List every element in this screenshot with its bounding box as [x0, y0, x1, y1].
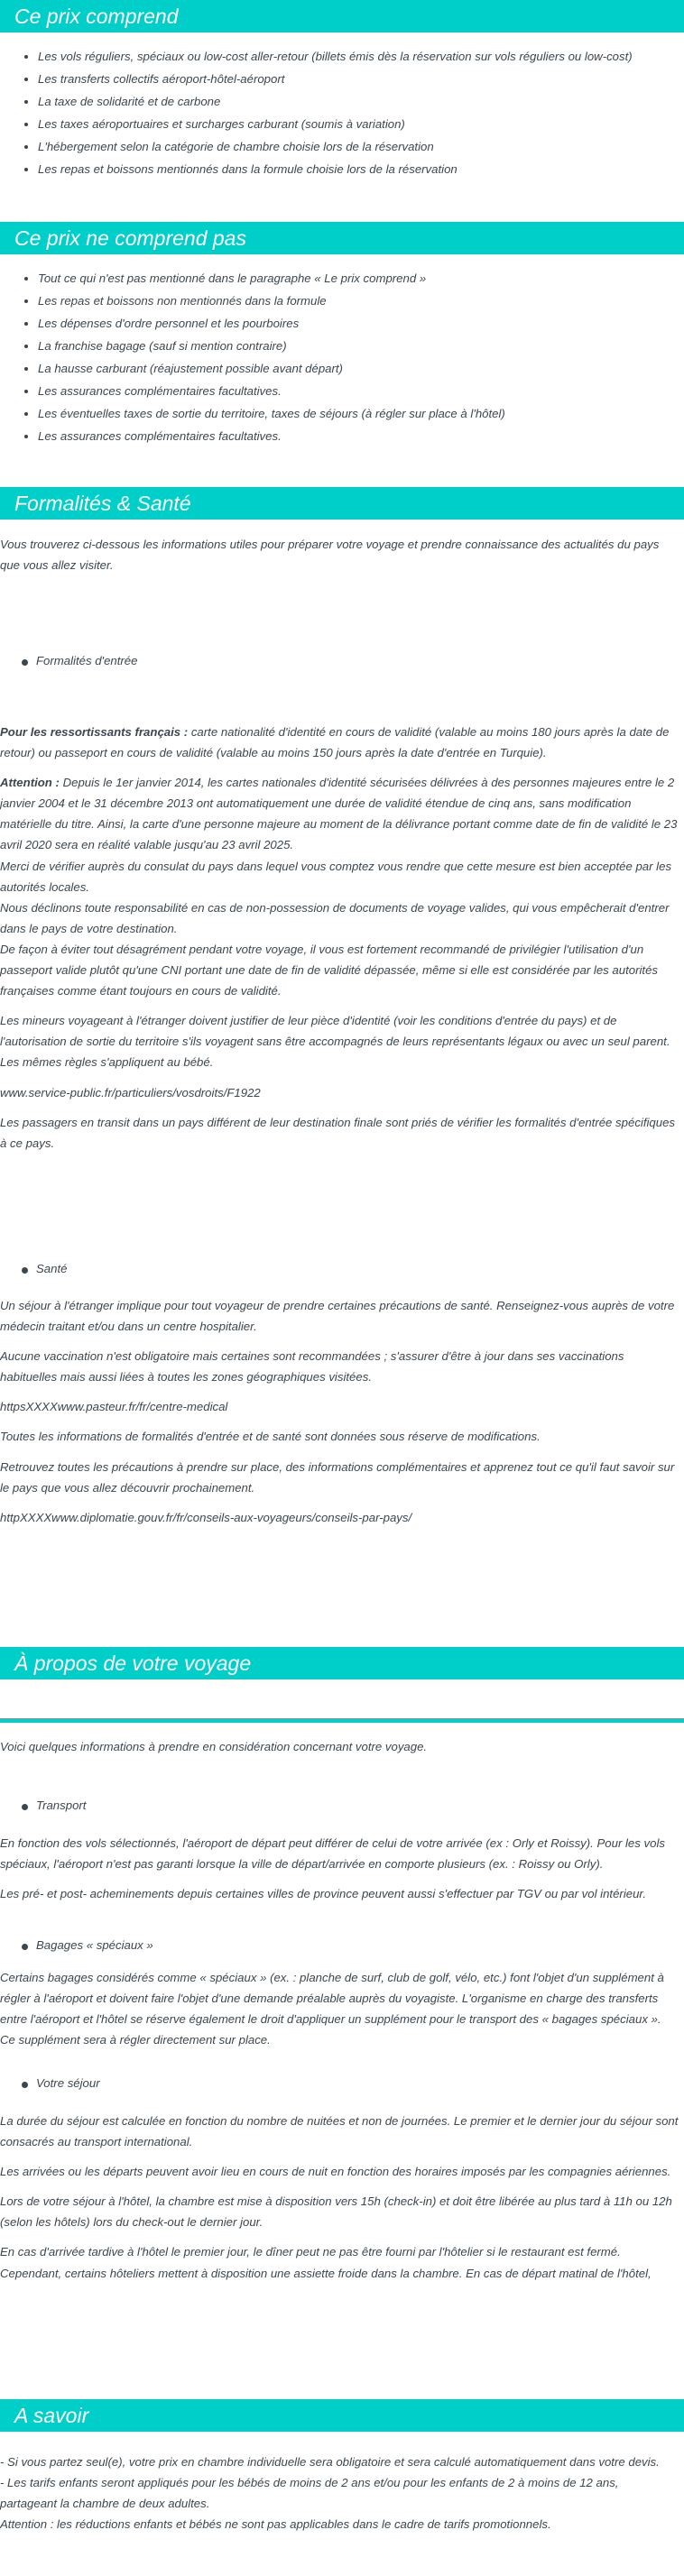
formalites-title: Formalités & Santé: [0, 487, 684, 520]
asavoir-line-3: Attention : les réductions enfants et bébés ne sont pas applicables dans le cadre de tarifs promotionnels.: [0, 2517, 551, 2532]
attention-lead: Attention :: [0, 776, 60, 790]
bagages-heading-list: [0, 1935, 684, 1955]
excludes-section: [0, 222, 684, 447]
list-item: • Les vols réguliers, spéciaux ou low-cost aller-retour (billets émis dès la réservation sur vols réguliers ou low-cost): [38, 45, 684, 68]
responsabilite-paragraph: Nous déclinons toute responsabilité en cas de non-possession de documents de voyage valides, qui vous empêcherait d'entrer dans le pays de votre destination.: [0, 900, 670, 935]
includes-title: Ce prix comprend: [0, 0, 684, 32]
list-item: • Tout ce qui n'est pas mentionné dans le paragraphe « Le prix comprend »: [38, 267, 684, 290]
excludes-list: [0, 267, 684, 447]
list-item: • Les assurances complémentaires facultatives.: [38, 425, 684, 447]
list-item: • La hausse carburant (réajustement possible avant départ): [38, 357, 684, 380]
sante-paragraph-1: Un séjour à l'étranger implique pour tout voyageur de prendre certaines précautions de santé. Renseignez-vous auprès de votre médecin traitant et/ou dans un centre hospitalier.: [0, 1299, 675, 1334]
asavoir-title: A savoir: [0, 2399, 684, 2432]
transit-paragraph: Les passagers en transit dans un pays différent de leur destination finale sont priés de vérifier les formalités d'entrée spécifiques à ce pays.: [0, 1115, 676, 1150]
bagages-label: Bagages « spéciaux »: [22, 1935, 684, 1955]
asavoir-line-2: - Les tarifs enfants seront appliqués pour les bébés de moins de 2 ans et/ou pour les enfants de 2 à moins de 12 ans, partageant la chambre de deux adultes.: [0, 2476, 619, 2511]
sejour-label: Votre séjour: [22, 2073, 684, 2093]
asavoir-body: [0, 2452, 679, 2535]
reserve-paragraph: Toutes les informations de formalités d'entrée et de santé sont données sous réserve de modifications.: [0, 1430, 541, 1444]
transport-label: Transport: [22, 1795, 684, 1816]
retrouvez-paragraph: Retrouvez toutes les précautions à prendre sur place, des informations complémentaires et apprenez tout ce qu'il faut savoir sur le pays que vous allez découvrir prochainement.: [0, 1459, 675, 1495]
ressortissants-paragraph: [0, 722, 679, 763]
sante-body: [0, 1295, 679, 1528]
list-item: • La taxe de solidarité et de carbone: [38, 90, 684, 113]
service-public-link[interactable]: www.service-public.fr/particuliers/vosdroits/F1922: [0, 1085, 261, 1099]
sejour-paragraph-1: La durée du séjour est calculée en fonction du nombre de nuitées et non de journées. Le premier et le dernier jour du séjour sont consacrés au transport international.: [0, 2114, 679, 2149]
sejour-body: [0, 2111, 679, 2284]
formalites-body: [0, 722, 679, 1154]
asavoir-line-1: - Si vous partez seul(e), votre prix en chambre individuelle sera obligatoire et sera calculé automatiquement dans votre devis.: [0, 2455, 660, 2469]
formalites-section: [0, 487, 684, 520]
transport-paragraph-1: En fonction des vols sélectionnés, l'aéroport de départ peut différer de celui de votre arrivée (ex : Orly et Roissy). Pour les vols spéciaux, l'aéroport n'est pas garanti lorsque la ville de départ/arrivée en comporte plusieurs (ex. : Roissy ou Orly).: [0, 1836, 665, 1872]
list-item: • Les assurances complémentaires facultatives.: [38, 380, 684, 402]
sejour-paragraph-2: Les arrivées ou les départs peuvent avoir lieu en cours de nuit en fonction des horaires imposés par les compagnies aériennes.: [0, 2165, 671, 2179]
pasteur-link[interactable]: httpsXXXXwww.pasteur.fr/fr/centre-medical: [0, 1400, 228, 1414]
section-divider: [0, 1718, 684, 1723]
consulat-paragraph: Merci de vérifier auprès du consulat du pays dans lequel vous comptez vous rendre que cette mesure est bien acceptée par les autorités locales.: [0, 859, 672, 894]
entree-label: Formalités d'entrée: [22, 650, 684, 671]
list-item: • Les repas et boissons non mentionnés dans la formule: [38, 290, 684, 312]
ressortissants-text: carte nationalité d'identité en cours de validité (valable au moins 180 jours après la date de retour) ou passeport en cours de validité (valable au moins 150 jours après la date d'entrée en Turquie).: [0, 725, 670, 760]
entree-heading-list: [0, 650, 684, 671]
apropos-title: À propos de votre voyage: [0, 1647, 684, 1679]
list-item: • Les transferts collectifs aéroport-hôtel-aéroport: [38, 68, 684, 90]
transport-heading-list: [0, 1795, 684, 1816]
diplomatie-link[interactable]: httpXXXXwww.diplomatie.gouv.fr/fr/conseils-aux-voyageurs/conseils-par-pays/: [0, 1510, 412, 1524]
ressortissants-lead: Pour les ressortissants français :: [0, 725, 189, 739]
excludes-title: Ce prix ne comprend pas: [0, 222, 684, 254]
includes-section: [0, 0, 684, 180]
list-item: • Les éventuelles taxes de sortie du territoire, taxes de séjours (à régler sur place à l'hôtel): [38, 402, 684, 425]
list-item: • Les taxes aéroportuaires et surcharges carburant (soumis à variation): [38, 113, 684, 135]
transport-paragraph-2: Les pré- et post- acheminements depuis certaines villes de province peuvent aussi s'effectuer par TGV ou par vol intérieur.: [0, 1887, 646, 1901]
sejour-paragraph-4: En cas d'arrivée tardive à l'hôtel le premier jour, le dîner peut ne pas être fourni par l'hôtelier si le restaurant est fermé. Cependant, certains hôteliers mettent à disposition une assiette froide dans la chambre. En cas de départ matinal de l'hôtel,: [0, 2245, 652, 2280]
sante-paragraph-2: Aucune vaccination n'est obligatoire mais certaines sont recommandées ; s'assurer d'être à jour dans ses vaccinations habituelles mais aussi liées à toutes les zones géographiques visitées.: [0, 1349, 624, 1385]
sante-heading-list: [0, 1258, 684, 1279]
sante-label: Santé: [22, 1258, 684, 1279]
list-item: • Les repas et boissons mentionnés dans la formule choisie lors de la réservation: [38, 158, 684, 180]
sejour-heading-list: [0, 2073, 684, 2093]
list-item: • La franchise bagage (sauf si mention contraire): [38, 335, 684, 357]
includes-list: [0, 45, 684, 180]
apropos-section: [0, 1647, 684, 1679]
formalites-intro: Vous trouverez ci-dessous les informations utiles pour préparer votre voyage et prendre connaissance des actualités du pays que vous allez visiter.: [0, 538, 660, 573]
list-item: • Les dépenses d'ordre personnel et les pourboires: [38, 312, 684, 335]
bagages-paragraph: Certains bagages considérés comme « spéciaux » (ex. : planche de surf, club de golf, vélo, etc.) font l'objet d'un supplément à régler à l'aéroport et doivent faire l'objet d'une demande préalable auprès du voyagiste. L'organisme en charge des transferts entre l'aéroport et l'hôtel se réserve également le droit d'appliquer un supplément pour le transport des « bagages spéciaux ». Ce supplément sera à régler directement sur place.: [0, 1971, 664, 2047]
mineurs-paragraph: Les mineurs voyageant à l'étranger doivent justifier de leur pièce d'identité (voir les conditions d'entrée du pays) et de l'autorisation de sortie du territoire s'ils voyagent sans être accompagnés de leurs représentants légaux ou avec un seul parent. Les mêmes règles s'appliquent au bébé.: [0, 1014, 670, 1070]
sejour-paragraph-3: Lors de votre séjour à l'hôtel, la chambre est mise à disposition vers 15h (check-in) et doit être libérée au plus tard à 11h ou 12h (selon les hôtels) lors du check-out le dernier jour.: [0, 2194, 672, 2230]
passeport-paragraph: De façon à éviter tout désagrément pendant votre voyage, il vous est fortement recommandé de privilégier l'utilisation d'un passeport valide plutôt qu'une CNI portant une date de fin de validité dépassée, même si elle est considérée par les autorités françaises comme étant toujours en cours de validité.: [0, 942, 659, 998]
asavoir-section: [0, 2399, 684, 2432]
attention-text: Depuis le 1er janvier 2014, les cartes nationales d'identité sécurisées délivrées à des personnes majeures entre le 2 janvier 2004 et le 31 décembre 2013 ont automatiquement une durée de validité étendue de cinq ans, sans modification matérielle du titre. Ainsi, la carte d'une personne majeure au moment de la délivrance portant comme date de fin de validité le 23 avril 2020 sera en réalité valable jusqu'au 23 avril 2025.: [0, 776, 678, 852]
apropos-intro: Voici quelques informations à prendre en considération concernant votre voyage.: [0, 1740, 428, 1753]
transport-body: [0, 1833, 679, 1904]
list-item: • L'hébergement selon la catégorie de chambre choisie lors de la réservation: [38, 135, 684, 158]
attention-paragraph: [0, 772, 679, 855]
